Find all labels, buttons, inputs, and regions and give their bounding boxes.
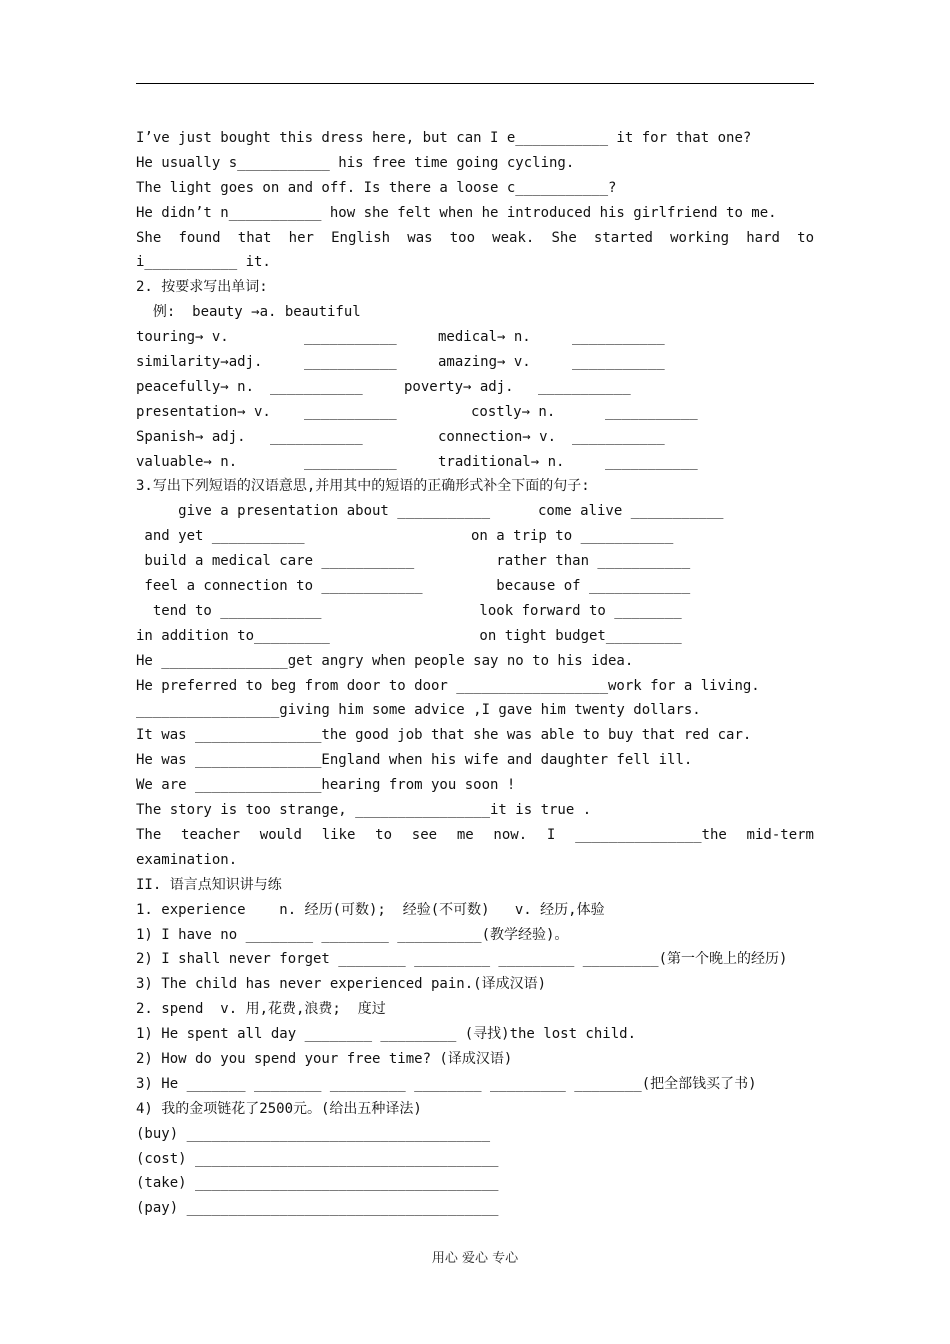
sentence-line: It was _______________the good job that she was able to buy that red car. bbox=[136, 727, 752, 744]
example-line: 例: beauty →a. beautiful bbox=[136, 304, 361, 321]
sentence-line: He usually s___________ his free time going cycling. bbox=[136, 154, 575, 171]
exercise-line: 3) The child has never experienced pain.(译成汉语) bbox=[136, 976, 547, 993]
worksheet-body bbox=[136, 126, 814, 1221]
translation-line: (cost) ____________________________________ bbox=[136, 1150, 499, 1167]
sentence-line: She found that her English was too weak. She started working hard to bbox=[136, 229, 814, 246]
word-prompt: costly→ n. bbox=[471, 403, 556, 420]
phrase-row bbox=[136, 499, 814, 524]
exercise-line: 3) He _______ ________ _________ ________ _________ ________(把全部钱买了书) bbox=[136, 1075, 757, 1092]
word-form-row bbox=[136, 375, 814, 400]
word-prompt: presentation→ v. bbox=[136, 403, 271, 420]
sentence-line: We are _______________hearing from you soon ! bbox=[136, 777, 516, 794]
word-form-row bbox=[136, 325, 814, 350]
sentence-line: He didn’t n___________ how she felt when he introduced his girlfriend to me. bbox=[136, 204, 777, 221]
sentence-line: He _______________get angry when people say no to his idea. bbox=[136, 652, 634, 669]
answer-blank: ___________ bbox=[538, 378, 631, 395]
sentence-line: _________________giving him some advice ,I gave him twenty dollars. bbox=[136, 702, 701, 719]
exercise-line: 2) I shall never forget ________ _________ _________ _________(第一个晚上的经历) bbox=[136, 951, 788, 968]
phrase-row bbox=[136, 599, 814, 624]
section-title: 3.写出下列短语的汉语意思,并用其中的短语的正确形式补全下面的句子: bbox=[136, 478, 590, 495]
word-prompt: connection→ v. bbox=[438, 428, 557, 445]
word-prompt: Spanish→ adj. bbox=[136, 428, 246, 445]
word-form-row bbox=[136, 400, 814, 425]
page-footer: 用心 爱心 专心 bbox=[431, 1251, 519, 1266]
header-rule bbox=[136, 83, 814, 84]
word-prompt: peacefully→ n. bbox=[136, 378, 255, 395]
phrase-item: give a presentation about ___________ bbox=[136, 503, 491, 520]
translation-line: (take) ____________________________________ bbox=[136, 1175, 499, 1192]
phrase-item: look forward to ________ bbox=[471, 602, 682, 619]
phrase-item: rather than ___________ bbox=[471, 553, 691, 570]
answer-blank: ___________ bbox=[304, 354, 397, 371]
sentence-line: He was _______________England when his wife and daughter fell ill. bbox=[136, 752, 693, 769]
phrase-item: build a medical care ___________ bbox=[136, 553, 415, 570]
word-form-row bbox=[136, 350, 814, 375]
phrase-item: in addition to_________ bbox=[136, 627, 330, 644]
sentence-line: The teacher would like to see me now. I _______________the mid-term bbox=[136, 826, 814, 843]
word-form-row bbox=[136, 450, 814, 475]
word-prompt: similarity→adj. bbox=[136, 354, 263, 371]
word-prompt: poverty→ adj. bbox=[404, 378, 514, 395]
answer-blank: ___________ bbox=[270, 378, 363, 395]
word-prompt: touring→ v. bbox=[136, 329, 229, 346]
word-prompt: amazing→ v. bbox=[438, 354, 531, 371]
phrase-item: on tight budget_________ bbox=[471, 627, 682, 644]
sentence-line: i___________ it. bbox=[136, 254, 271, 271]
answer-blank: ___________ bbox=[605, 403, 698, 420]
phrase-item: on a trip to ___________ bbox=[471, 528, 674, 545]
answer-blank: ___________ bbox=[304, 329, 397, 346]
phrase-row bbox=[136, 549, 814, 574]
answer-blank: ___________ bbox=[572, 354, 665, 371]
answer-blank: ___________ bbox=[572, 329, 665, 346]
phrase-row bbox=[136, 524, 814, 549]
phrase-item: feel a connection to ____________ bbox=[136, 578, 423, 595]
sentence-line: He preferred to beg from door to door __________________work for a living. bbox=[136, 677, 760, 694]
vocab-entry: 1. experience n. 经历(可数); 经验(不可数) v. 经历,体验 bbox=[136, 901, 605, 918]
section-title: 2. 按要求写出单词: bbox=[136, 279, 268, 296]
word-prompt: traditional→ n. bbox=[438, 453, 565, 470]
exercise-line: 4) 我的金项链花了2500元。(给出五种译法) bbox=[136, 1100, 422, 1117]
sentence-line: I’ve just bought this dress here, but can I e___________ it for that one? bbox=[136, 130, 752, 146]
answer-blank: ___________ bbox=[572, 428, 665, 445]
sentence-line: The story is too strange, ________________it is true . bbox=[136, 802, 592, 819]
word-prompt: valuable→ n. bbox=[136, 453, 238, 470]
translation-line: (pay) _____________________________________ bbox=[136, 1200, 499, 1217]
sentence-line: The light goes on and off. Is there a loose c___________? bbox=[136, 179, 617, 196]
phrase-item: tend to ____________ bbox=[136, 602, 322, 619]
exercise-line: 1) He spent all day ________ _________ (寻找)the lost child. bbox=[136, 1026, 637, 1043]
answer-blank: ___________ bbox=[304, 453, 397, 470]
vocab-entry: 2. spend v. 用,花费,浪费; 度过 bbox=[136, 1001, 386, 1018]
exercise-line: 2) How do you spend your free time? (译成汉语) bbox=[136, 1050, 513, 1067]
phrase-item: come alive ___________ bbox=[538, 503, 724, 520]
section-title: II. 语言点知识讲与练 bbox=[136, 876, 282, 893]
answer-blank: ___________ bbox=[270, 428, 363, 445]
word-prompt: medical→ n. bbox=[438, 329, 531, 346]
word-form-row bbox=[136, 425, 814, 450]
phrase-row bbox=[136, 574, 814, 599]
answer-blank: ___________ bbox=[304, 403, 397, 420]
answer-blank: ___________ bbox=[605, 453, 698, 470]
sentence-line: examination. bbox=[136, 851, 238, 868]
phrase-item: and yet ___________ bbox=[136, 528, 305, 545]
phrase-row bbox=[136, 624, 814, 649]
translation-line: (buy) ____________________________________ bbox=[136, 1125, 491, 1142]
phrase-item: because of ____________ bbox=[471, 578, 691, 595]
exercise-line: 1) I have no ________ ________ __________(教学经验)。 bbox=[136, 926, 569, 943]
